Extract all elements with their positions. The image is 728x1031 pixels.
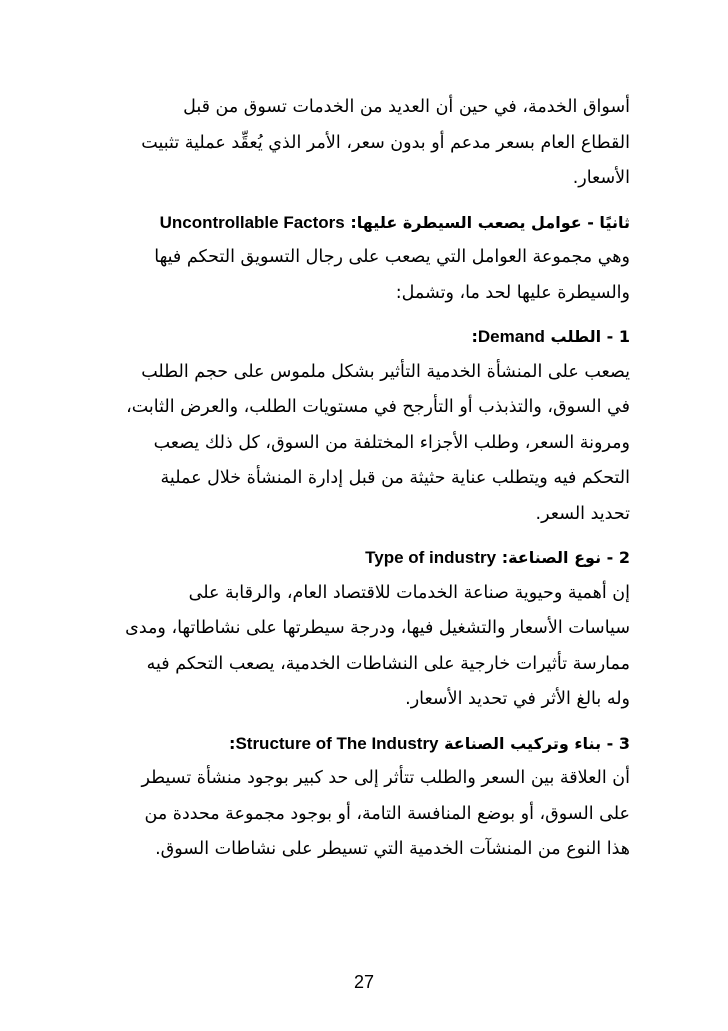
subheading-type-of-industry xyxy=(95,540,630,576)
paragraph-line: الأسعار. xyxy=(572,168,630,188)
heading-arabic: 2 - نوع الصناعة: xyxy=(501,548,630,567)
heading-english: Structure of The Industry xyxy=(235,733,439,753)
paragraph-line: أسواق الخدمة، في حين أن العديد من الخدمات تسوق من قبل xyxy=(183,97,630,117)
paragraph-line: على السوق، أو بوضع المنافسة التامة، أو بوجود مجموعة محددة من xyxy=(144,803,630,824)
heading-arabic: 3 - بناء وتركيب الصناعة xyxy=(444,733,630,753)
paragraph-line: وله بالغ الأثر في تحديد الأسعار. xyxy=(405,689,630,709)
heading-suffix: : xyxy=(471,327,478,346)
paragraph-line: ممارسة تأثيرات خارجية على النشاطات الخدمية، يصعب التحكم فيه xyxy=(146,653,630,674)
paragraph-line: في السوق، والتذبذب أو التأرجح في مستويات الطلب، والعرض الثابت، xyxy=(126,397,630,417)
paragraph-line: والسيطرة عليها لحد ما، وتشمل: xyxy=(395,282,630,303)
document-page xyxy=(95,90,630,868)
heading-english: Uncontrollable Factors xyxy=(159,212,345,232)
demand-paragraph xyxy=(95,355,630,533)
heading-arabic: 1 - الطلب xyxy=(550,327,630,346)
paragraph-line: إن أهمية وحيوية صناعة الخدمات للاقتصاد العام، والرقابة على xyxy=(188,582,630,603)
type-of-industry-paragraph xyxy=(95,576,630,718)
subheading-demand xyxy=(95,319,630,355)
heading-english: Demand xyxy=(477,327,545,346)
subheading-structure-of-industry xyxy=(95,726,630,762)
paragraph-line: سياسات الأسعار والتشغيل فيها، ودرجة سيطرتها على نشاطاتها، ومدى xyxy=(125,618,630,638)
paragraph-line: القطاع العام بسعر مدعم أو بدون سعر، الأمر الذي يُعقِّد عملية تثبيت xyxy=(141,132,630,153)
section-two-paragraph xyxy=(95,240,630,311)
paragraph-line: أن العلاقة بين السعر والطلب تتأثر إلى حد كبير بوجود منشأة تسيطر xyxy=(141,768,630,788)
paragraph-line: تحديد السعر. xyxy=(535,503,630,524)
paragraph-line: ومرونة السعر، وطلب الأجزاء المختلفة من السوق، كل ذلك يصعب xyxy=(153,432,630,453)
heading-suffix: : xyxy=(229,733,236,753)
page-number: 27 xyxy=(353,972,375,992)
heading-arabic: ثانيًا - عوامل يصعب السيطرة عليها: xyxy=(350,212,630,232)
structure-of-industry-paragraph xyxy=(95,761,630,868)
paragraph-line: يصعب على المنشأة الخدمية التأثير بشكل ملموس على حجم الطلب xyxy=(141,361,630,382)
intro-paragraph xyxy=(95,90,630,197)
section-heading-uncontrollable-factors xyxy=(95,205,630,241)
paragraph-line: وهي مجموعة العوامل التي يصعب على رجال التسويق التحكم فيها xyxy=(154,247,630,267)
paragraph-line: هذا النوع من المنشآت الخدمية التي تسيطر على نشاطات السوق. xyxy=(155,839,630,859)
paragraph-line: التحكم فيه ويتطلب عناية حثيثة من قبل إدارة المنشأة خلال عملية xyxy=(160,468,630,488)
heading-english: Type of industry xyxy=(365,548,497,567)
